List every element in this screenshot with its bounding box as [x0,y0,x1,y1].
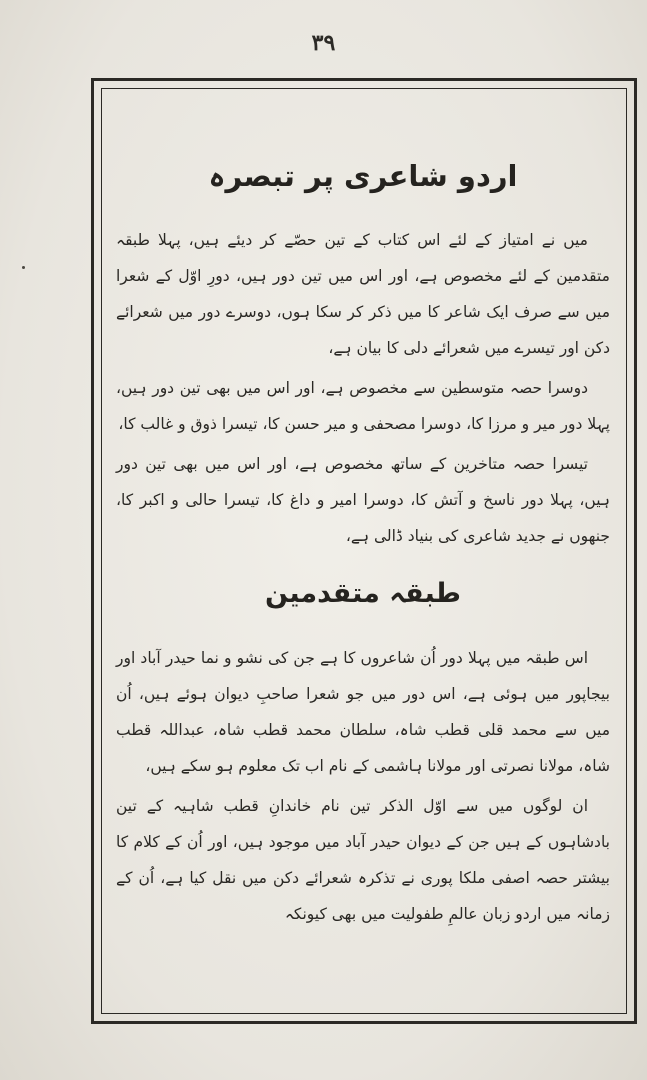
intro-paragraph-3: تیسرا حصہ متاخرین کے ساتھ مخصوص ہے، اور اس میں بھی تین دور ہیں، پہلا دور ناسخ و آتش کا، دوسرا امیر و داغ کا، تیسرا حالی و اکبر کا، جنھوں نے جدید شاعری کی بنیاد ڈالی ہے، [116,455,610,545]
section-heading: طبقہ متقدمین [265,578,461,609]
section-paragraph-1: اس طبقہ میں پہلا دور اُن شاعروں کا ہے جن کی نشو و نما حیدر آباد اور بیجاپور میں ہوئی ہے، اس دور میں جو شعرا صاحبِ دیوان ہوئے ہیں، اُن میں سے محمد قلی قطب شاہ، سلطان محمد قطب شاہ، عبداللہ قطب شاہ، مولانا نصرتی اور مولانا ہاشمی کے نام اب تک معلوم ہو سکے ہیں، [116,649,610,775]
page-content [108,150,618,1008]
intro-paragraph-2: دوسرا حصہ متوسطین سے مخصوص ہے، اور اس میں بھی تین دور ہیں، پہلا دور میر و مرزا کا، دوسرا مصحفی و میر حسن کا، تیسرا ذوق و غالب کا، [116,379,610,433]
margin-speck [22,266,25,269]
intro-paragraph-1: میں نے امتیاز کے لئے اس کتاب کے تین حصّے کر دیئے ہیں، پہلا طبقہ متقدمین کے لئے مخصوص ہے، اور اس میں تین دور ہیں، دورِ اوّل کے شعرا میں سے صرف ایک شاعر کا میں ذکر کر سکا ہوں، دوسرے دور میں شعرائے دکن اور تیسرے میں شعرائے دلی کا بیان ہے، [116,231,610,357]
page-title: اردو شاعری پر تبصرہ [208,159,518,193]
page-number: ۳۹ [311,30,336,56]
section-paragraph-2: ان لوگوں میں سے اوّل الذکر تین نام خاندانِ قطب شاہیہ کے تین بادشاہوں کے ہیں جن کے دیوان حیدر آباد میں موجود ہیں، اور اُن کے کلام کا بیشتر حصہ اصفی ملکا پوری نے تذکرہ شعرائے دکن میں نقل کیا ہے، اُن کے زمانہ میں اردو زبان عالمِ طفولیت میں بھی کیونکہ [116,797,610,923]
